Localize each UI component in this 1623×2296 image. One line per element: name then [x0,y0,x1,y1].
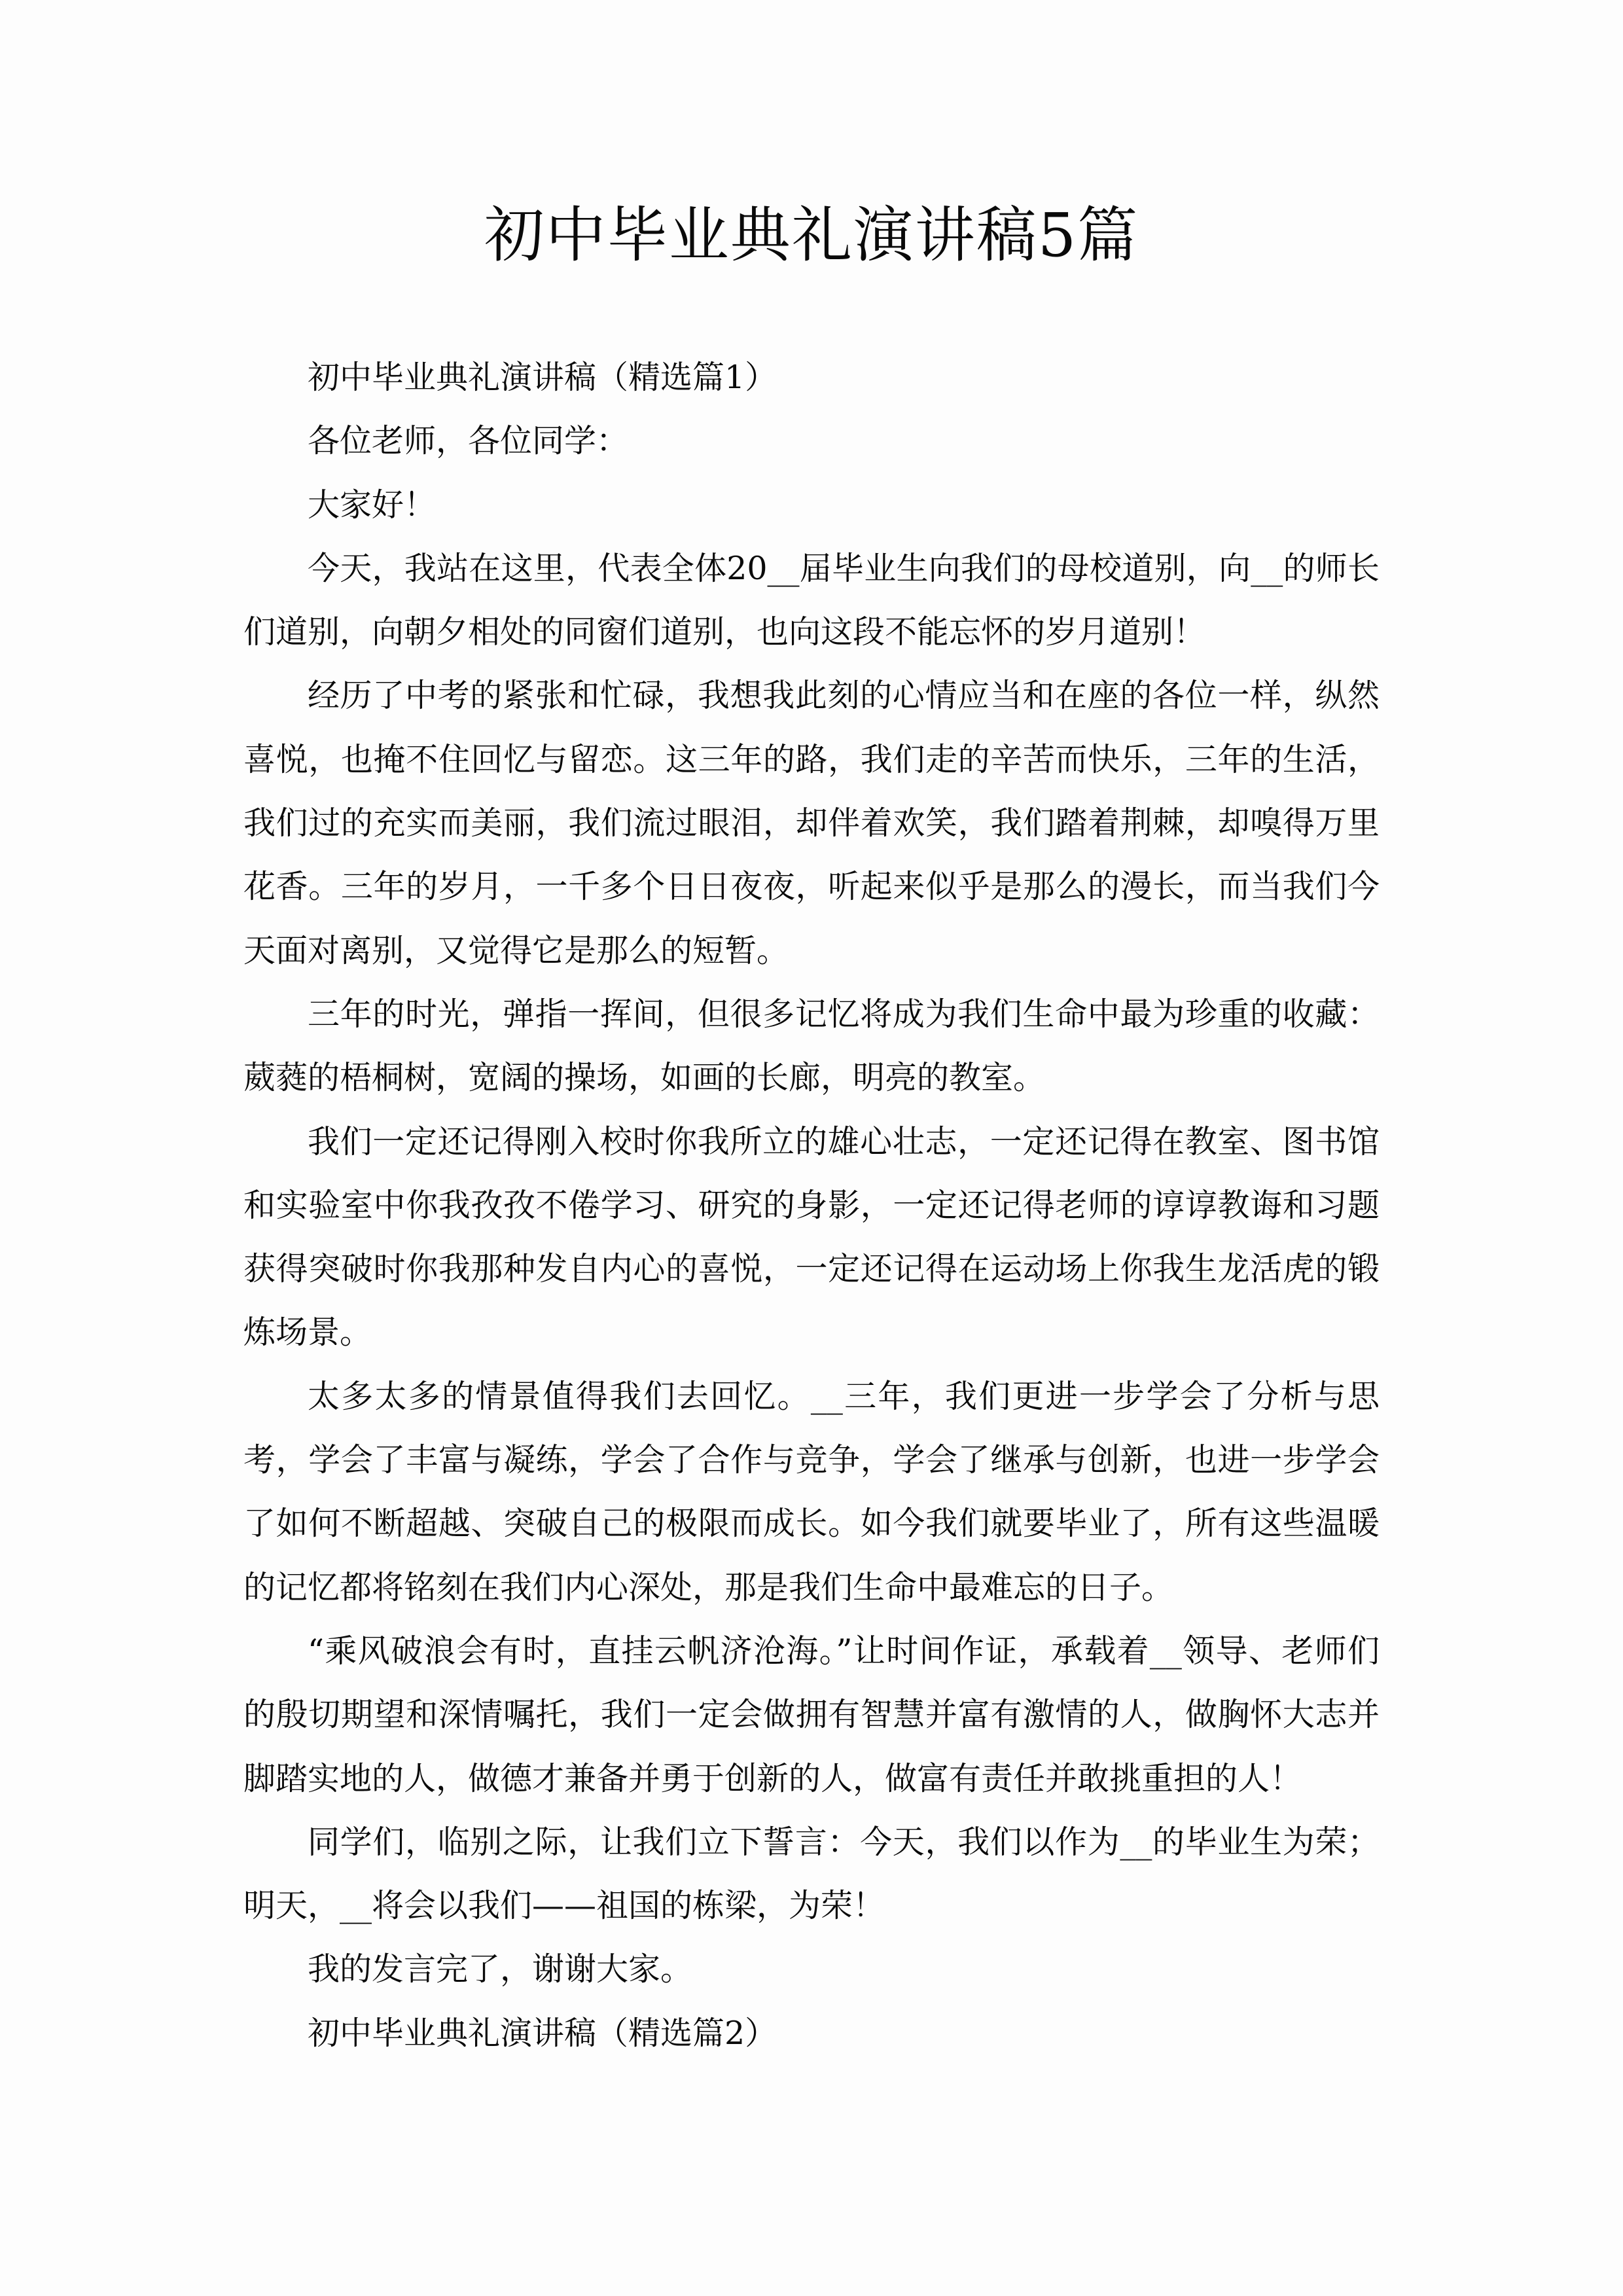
paragraph: 经历了中考的紧张和忙碌，我想我此刻的心情应当和在座的各位一样，纵然喜悦，也掩不住回忆与留恋。这三年的路，我们走的辛苦而快乐，三年的生活，我们过的充实而美丽，我们流过眼泪，却伴着欢笑，我们踏着荆棘，却嗅得万里花香。三年的岁月，一千多个日日夜夜，听起来似乎是那么的漫长，而当我们今天面对离别，又觉得它是那么的短暂。 [243,677,1380,969]
document-body [243,346,1380,2065]
salutation: 各位老师，各位同学： [308,422,629,460]
paragraph: 太多太多的情景值得我们去回忆。__三年，我们更进一步学会了分析与思考，学会了丰富与凝练，学会了合作与竞争，学会了继承与创新，也进一步学会了如何不断超越、突破自己的极限而成长。如今我们就要毕业了，所有这些温暖的记忆都将铭刻在我们内心深处，那是我们生命中最难忘的日子。 [243,1377,1380,1606]
paragraph: 今天，我站在这里，代表全体20__届毕业生向我们的母校道别，向__的师长们道别，向朝夕相处的同窗们道别，也向这段不能忘怀的岁月道别！ [243,549,1380,651]
section-heading-1: 初中毕业典礼演讲稿（精选篇1） [308,359,777,396]
paragraph: 三年的时光，弹指一挥间，但很多记忆将成为我们生命中最为珍重的收藏：葳蕤的梧桐树，宽阔的操场，如画的长廊，明亮的教室。 [243,995,1380,1097]
closing-remark: 我的发言完了，谢谢大家。 [308,1950,693,1988]
paragraph: “乘风破浪会有时，直挂云帆济沧海。”让时间作证，承载着__领导、老师们的殷切期望和深情嘱托，我们一定会做拥有智慧并富有激情的人，做胸怀大志并脚踏实地的人，做德才兼备并勇于创新的人，做富有责任并敢挑重担的人！ [243,1632,1380,1797]
paragraph: 同学们，临别之际，让我们立下誓言：今天，我们以作为__的毕业生为荣；明天，__将会以我们——祖国的栋梁，为荣！ [243,1823,1380,1925]
paragraph: 我们一定还记得刚入校时你我所立的雄心壮志，一定还记得在教室、图书馆和实验室中你我孜孜不倦学习、研究的身影，一定还记得老师的谆谆教诲和习题获得突破时你我那种发自内心的喜悦，一定还记得在运动场上你我生龙活虎的锻炼场景。 [243,1122,1380,1352]
section-heading-2: 初中毕业典礼演讲稿（精选篇2） [308,2014,777,2052]
greeting: 大家好！ [308,486,437,524]
document-title: 初中毕业典礼演讲稿5篇 [484,200,1139,270]
